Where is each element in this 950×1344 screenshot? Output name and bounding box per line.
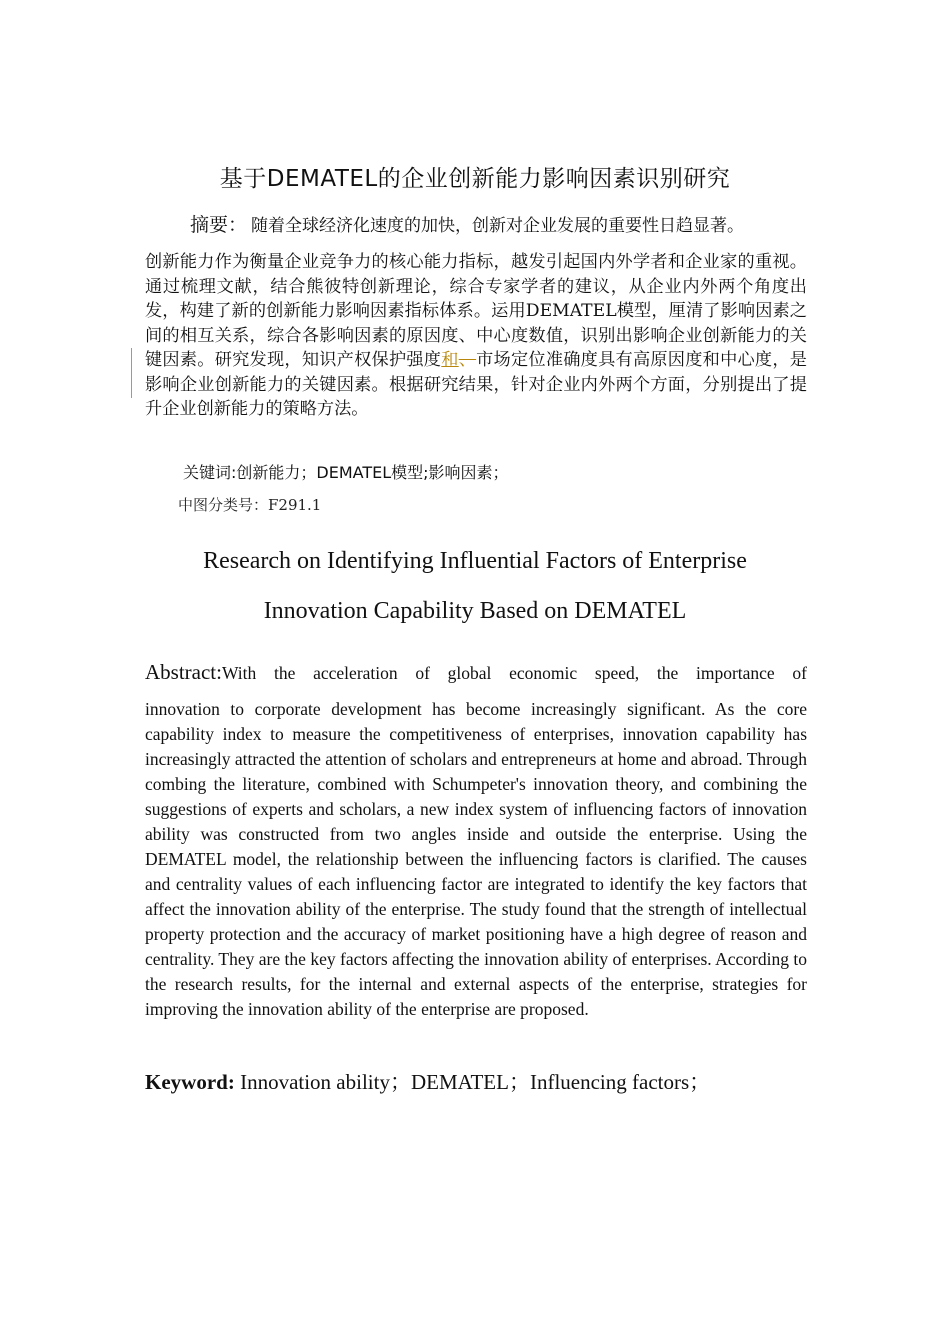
english-keywords-text: Innovation ability；DEMATEL；Influencing factors； <box>234 1070 711 1094</box>
chinese-abstract-first-text: 随着全球经济化速度的加快，创新对企业发展的重要性日趋显著。 <box>251 216 745 236</box>
revision-change-bar <box>131 348 132 398</box>
classification-number: 中图分类号：F291.1 <box>178 496 322 514</box>
chinese-abstract-text-before-change: 创新能力作为衡量企业竞争力的核心能力指标，越发引起国内外学者和企业家的重视。通过梳理文献，结合熊彼特创新理论，综合专家学者的建议，从企业内外两个角度出发，构建了新的创新能力影响因素指标体系。运用DEMATEL模型，厘清了影响因素之间的相互关系，综合各影响因素的原因度、中心度数值，识别出影响企业创新能力的关键因素。研究发现，知识产权保护强度 <box>145 252 807 370</box>
english-title-line-1: Research on Identifying Influential Factors of Enterprise <box>203 548 747 574</box>
english-abstract-first-text: With the acceleration of global economic speed, the importance of <box>221 663 807 683</box>
english-keywords-label: Keyword: <box>145 1070 235 1094</box>
english-title-line-2: Innovation Capability Based on DEMATEL <box>263 598 687 624</box>
chinese-abstract-label: 摘要： <box>190 214 248 236</box>
chinese-abstract-body <box>145 250 807 422</box>
tracked-deletion[interactable]: 、 <box>458 350 477 370</box>
english-abstract-first-line <box>145 660 807 685</box>
english-abstract-body: innovation to corporate development has become increasingly significant. As the core capability index to measure the competitiveness of enterprises, innovation capability has increasingly attracted the attention of scholars and entrepreneurs at home and abroad. Through combing the literature, combined with Schumpeter's innovation theory, and combining the suggestions of experts and scholars, a new index system of influencing factors of innovation ability was constructed from two angles inside and outside the enterprise. Using the DEMATEL model, the relationship between the influencing factors is clarified. The causes and centrality values of each influencing factor are integrated to identify the key factors that affect the innovation ability of the enterprise. The study found that the strength of intellectual property protection and the accuracy of market positioning have a high degree of reason and centrality. They are the key factors affecting the innovation ability of enterprises. According to the research results, for the internal and external aspects of the enterprise, strategies for improving the innovation ability of the enterprise are proposed. <box>145 699 808 1019</box>
chinese-abstract-text-after-change: 市场定位准确度具有高原因度和中心度，是影响企业创新能力的关键因素。根据研究结果，针对企业内外两个方面，分别提出了提升企业创新能力的策略方法。 <box>145 350 807 419</box>
tracked-insertion[interactable]: 和 <box>441 350 459 370</box>
chinese-keywords: 关键词:创新能力；DEMATEL模型;影响因素； <box>183 463 509 482</box>
chinese-abstract-first-line <box>190 213 840 238</box>
english-abstract-label: Abstract: <box>145 660 222 684</box>
chinese-title: 基于DEMATEL的企业创新能力影响因素识别研究 <box>219 166 731 192</box>
english-keywords <box>145 1066 710 1096</box>
